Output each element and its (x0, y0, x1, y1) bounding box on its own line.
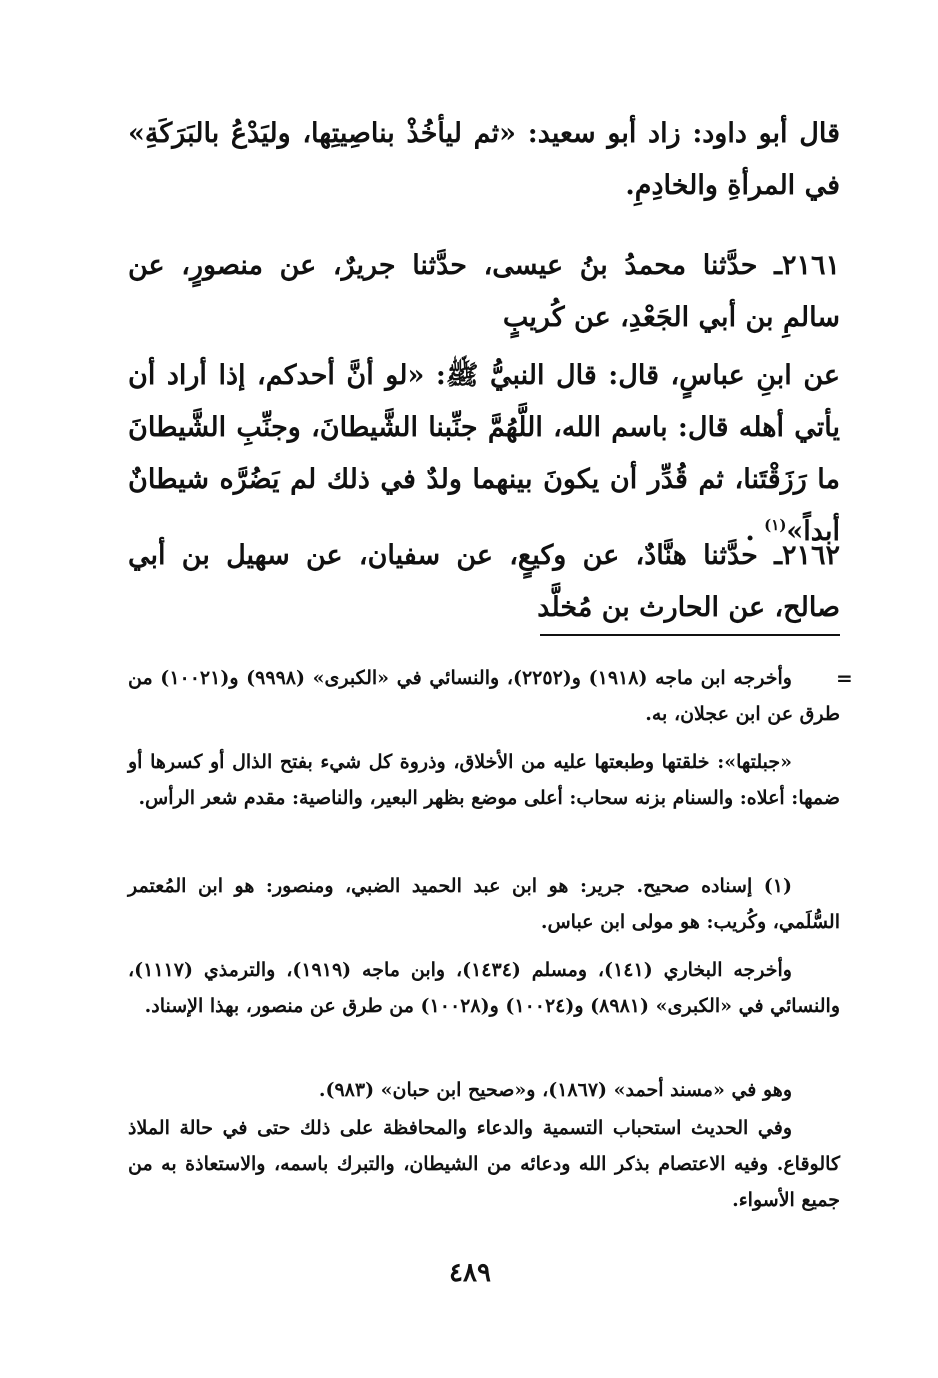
hadith-2162-chain: ٢١٦٢ـ حدَّثنا هنَّادٌ، عن وكيعٍ، عن سفيان، عن سهيل بن أبي صالح، عن الحارث بن مُخلَّد (128, 540, 840, 623)
footnote-separator (540, 634, 840, 636)
footnote-1-musnad: وهو في «مسند أحمد» (١٨٦٧)، و«صحيح ابن حبان» (٩٨٣). (318, 1079, 792, 1101)
footnote-continuation-mark: = (836, 666, 853, 690)
hadith-paragraph-1: قال أبو داود: زاد أبو سعيد: «ثم ليأخُذْ بناصِيتِها، وليَدْعُ بالبَرَكَةِ» في المرأةِ والخادِمِ. (128, 118, 840, 201)
footnote-1: (١) إسناده صحيح. جرير: هو ابن عبد الحميد الضبي، ومنصور: هو ابن المُعتمر السُّلَمي، وكُريب: هو مولى ابن عباس. (128, 875, 840, 933)
footnote-reference-1: (١) (764, 516, 787, 534)
footnote-continuation: وأخرجه ابن ماجه (١٩١٨) و(٢٢٥٢)، والنسائي في «الكبرى» (٩٩٩٨) و(١٠٠٢١) من طرق عن ابن عجلان، به. (128, 667, 840, 725)
hadith-2161-chain: ٢١٦١ـ حدَّثنا محمدُ بنُ عيسى، حدَّثنا جريرٌ، عن منصورٍ، عن سالمِ بن أبي الجَعْدِ، عن كُريبٍ (128, 250, 840, 333)
footnote-1-benefits: وفي الحديث استحباب التسمية والدعاء والمحافظة على ذلك حتى في حالة الملاذ كالوقاع. وفيه الاعتصام بذكر الله ودعائه من الشيطان، والتبرك باسمه، والاستعاذة به من جميع الأسواء. (128, 1117, 840, 1211)
hadith-2161-body: عن ابنِ عباسٍ، قال: قال النبيُّ ﷺ: «لو أنَّ أحدكم، إذا أراد أن يأتي أهله قال: باسم الله، اللَّهُمَّ جنِّبنا الشَّيطانَ، وجنِّبِ الشَّيطانَ ما رَزَقْتَنا، ثم قُدِّر أن يكونَ بينهما ولدٌ في ذلك لم يَضُرَّه شيطانٌ أبداً» (128, 360, 840, 547)
footnote-1-sources: وأخرجه البخاري (١٤١)، ومسلم (١٤٣٤)، وابن ماجه (١٩١٩)، والترمذي (١١١٧)، والنسائي في «الكبرى» (٨٩٨١) و(١٠٠٢٤) و(١٠٠٢٨) من طرق عن منصور، بهذا الإسناد. (128, 959, 840, 1017)
page-number: ٤٨٩ (449, 1258, 491, 1288)
hadith-2161-text (128, 350, 840, 558)
hadith-2161-end: . (745, 516, 765, 547)
footnote-vocabulary: «جبلتها»: خلقتها وطبعتها عليه من الأخلاق، وذروة كل شيء بفتح الذال أو كسرها أو ضمها: أعلاه: والسنام بزنه سحاب: أعلى موضع بظهر البعير، والناصية: مقدم شعر الرأس. (128, 751, 840, 809)
